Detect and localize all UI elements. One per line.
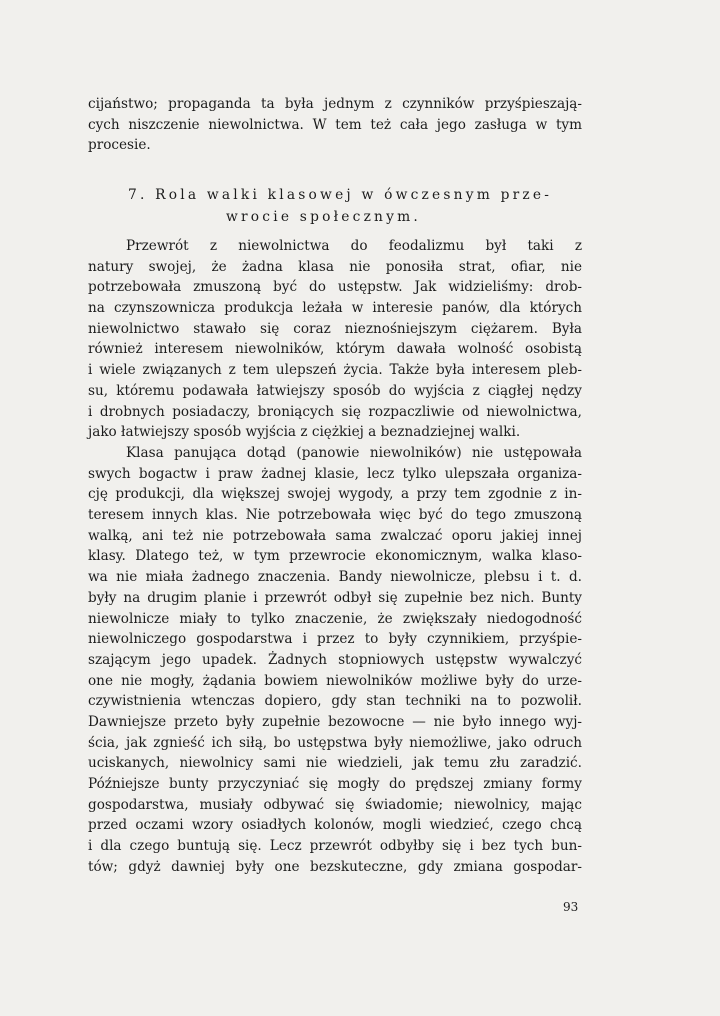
- text-line: ścia, jak zgnieść ich siłą, bo ustępstwa były niemożliwe, jako odruch: [88, 734, 582, 751]
- text-line: potrzebowała zmuszoną być do ustępstw. Jak widzieliśmy: drob-: [88, 279, 582, 296]
- page-number: 93: [563, 900, 579, 914]
- text-line: walką, ani też nie potrzebowała sama zwalczać oporu jakiej innej: [88, 527, 582, 544]
- text-line: Późniejsze bunty przyczyniać się mogły do prędszej zmiany formy: [88, 776, 582, 792]
- text-line: i wiele związanych z tem ulepszeń życia. Także była interesem pleb-: [88, 362, 582, 379]
- text-line: klasy. Dlatego też, w tym przewrocie ekonomicznym, walka klaso-: [88, 548, 582, 565]
- text-line: cych niszczenie niewolnictwa. W tem też cała jego zasługa w tym: [88, 116, 582, 133]
- text-line: swych bogactw i praw żadnej klasie, lecz tylko ulepszała organiza-: [88, 465, 582, 482]
- text-line: i drobnych posiadaczy, broniących się rozpaczliwie od niewolnictwa,: [88, 403, 582, 420]
- heading-line: 7. Rola walki klasowej w ówczesnym prze-: [128, 187, 553, 203]
- text-line: również interesem niewolników, którym dawała wolność osobistą: [88, 341, 582, 358]
- text-line: na czynszownicza produkcja leżała w interesie panów, dla których: [88, 300, 582, 317]
- text-line: niewolnicze miały to tylko znaczenie, że zwiększały niedogodność: [88, 610, 582, 627]
- text-line: gospodarstwa, musiały odbywać się świadomie; niewolnicy, mając: [88, 796, 582, 813]
- section-heading: [128, 184, 582, 228]
- text-line: one nie mogły, żądania bowiem niewolników możliwe były do urze-: [88, 672, 582, 689]
- heading-line: wrocie społecznym.: [226, 209, 422, 225]
- text-line: cję produkcji, dla większej swojej wygody, a przy tem zgodnie z in-: [88, 486, 582, 503]
- text-line: przed oczami wzory osiadłych kolonów, mogli wiedzieć, czego chcą: [88, 817, 582, 834]
- text-line: niewolnictwo stawało się coraz nieznośniejszym ciężarem. Była: [88, 320, 582, 337]
- text-line: wa nie miała żadnego znaczenia. Bandy niewolnicze, plebsu i t. d.: [88, 569, 582, 586]
- text-line: procesie.: [88, 137, 151, 154]
- text-line: tów; gdyż dawniej były one bezskuteczne, gdy zmiana gospodar-: [88, 858, 582, 875]
- text-line: natury swojej, że żadna klasa nie ponosiła strat, ofiar, nie: [88, 258, 582, 275]
- text-line: su, któremu podawała łatwiejszy sposób do wyjścia z ciągłej nędzy: [88, 382, 582, 399]
- paragraph-2: [88, 443, 582, 877]
- text-line: Klasa panująca dotąd (panowie niewolników) nie ustępowała: [126, 445, 582, 461]
- text-line: były na drugim planie i przewrót odbył się zupełnie bez nich. Bunty: [88, 589, 582, 606]
- text-line: Przewrót z niewolnictwa do feodalizmu był taki z: [126, 238, 582, 254]
- text-line: cijaństwo; propaganda ta była jednym z czynników przyśpieszają-: [88, 96, 582, 112]
- paragraph-1: [88, 236, 582, 443]
- text-line: szającym jego upadek. Żadnych stopniowych ustępstw wywalczyć: [88, 651, 582, 668]
- text-line: czywistnienia wtenczas dopiero, gdy stan techniki na to pozwolił.: [88, 693, 582, 710]
- text-line: uciskanych, niewolnicy sami nie wiedzieli, jak temu złu zaradzić.: [88, 755, 582, 772]
- text-line: jako łatwiejszy sposób wyjścia z ciężkiej a beznadziejnej walki.: [88, 424, 521, 441]
- text-line: niewolniczego gospodarstwa i przez to były czynnikiem, przyśpie-: [88, 631, 582, 648]
- text-line: i dla czego buntują się. Lecz przewrót odbyłby się i bez tych bun-: [88, 838, 582, 855]
- top-paragraph: [88, 94, 582, 156]
- text-line: teresem innych klas. Nie potrzebowała więc być do tego zmuszoną: [88, 507, 582, 524]
- text-line: Dawniejsze przeto były zupełnie bezowocne — nie było innego wyj-: [88, 713, 582, 730]
